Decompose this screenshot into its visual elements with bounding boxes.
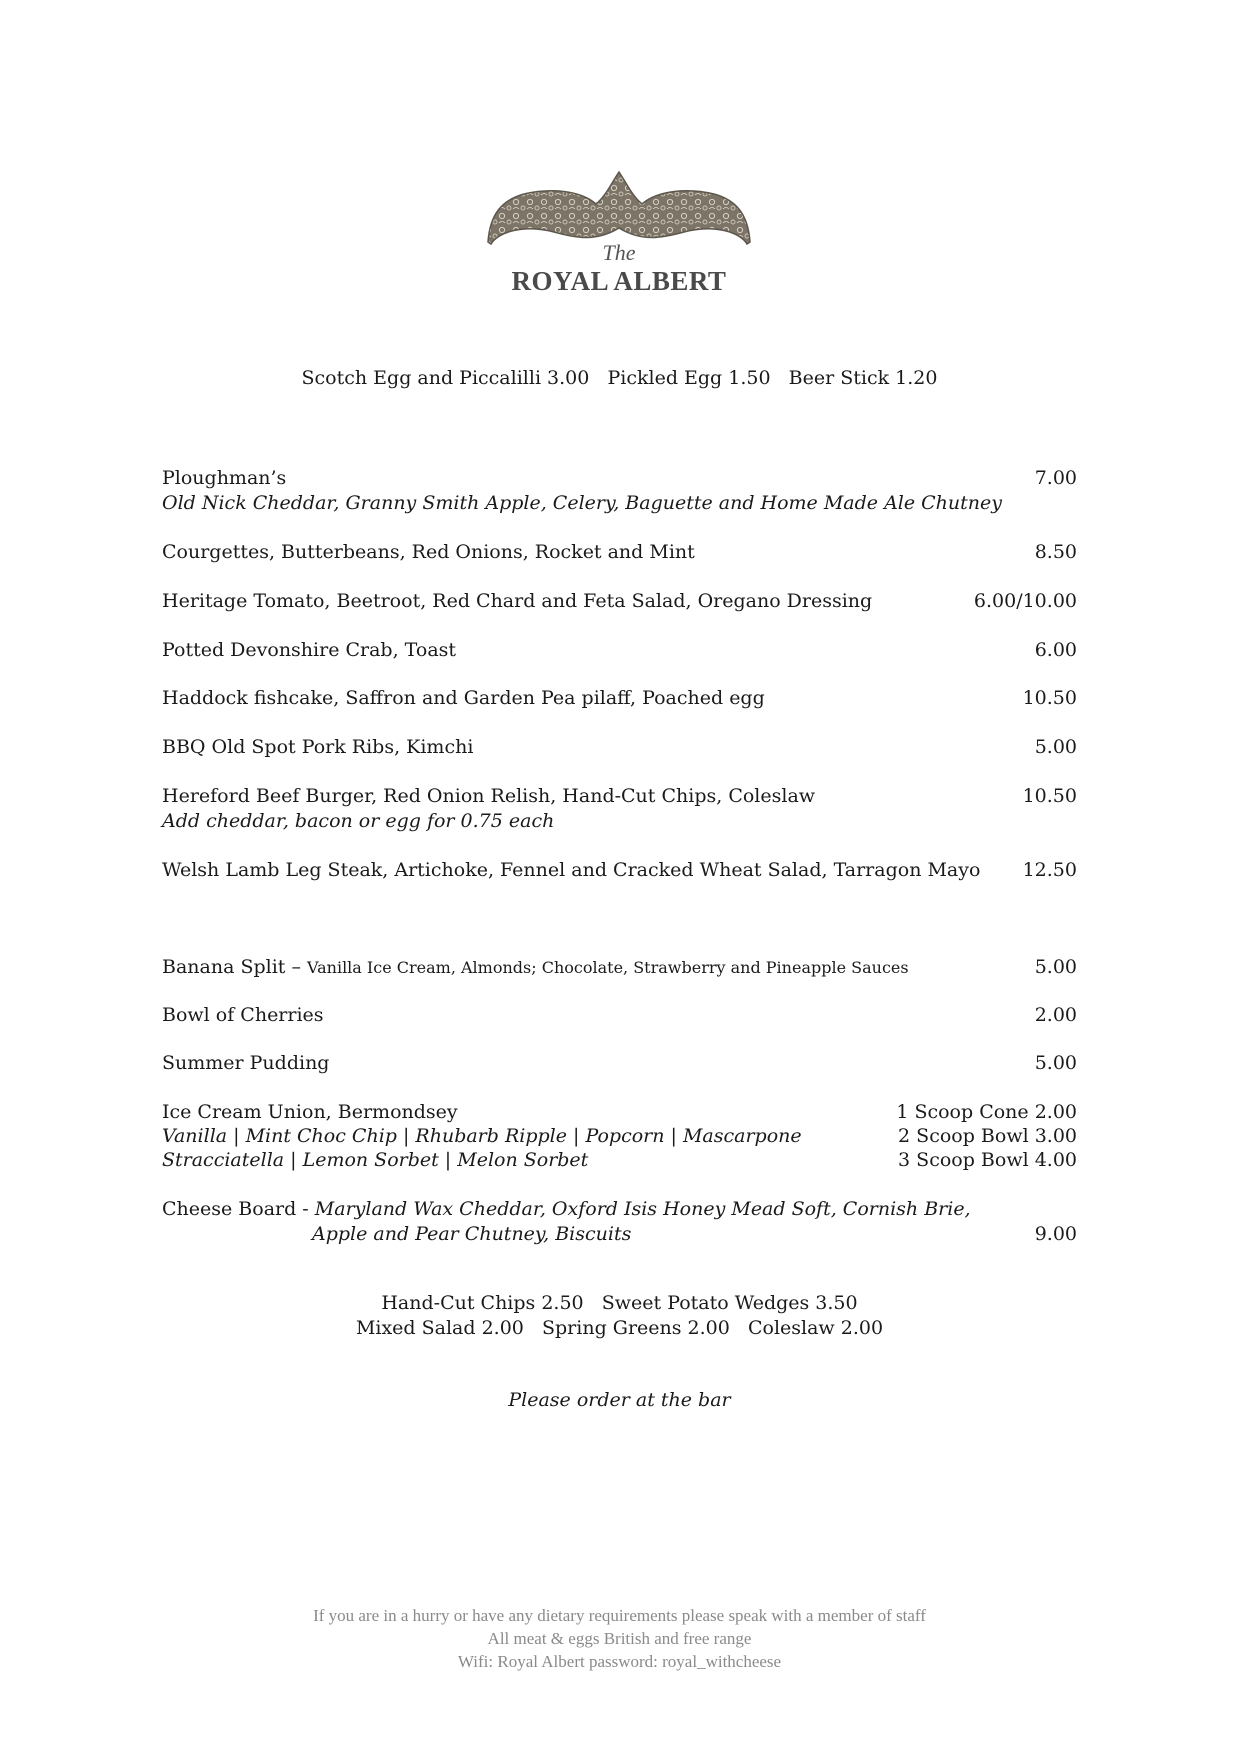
item-name: Welsh Lamb Leg Steak, Artichoke, Fennel and Cracked Wheat Salad, Tarragon Mayo	[162, 859, 981, 881]
item-price: 2.00	[1034, 1004, 1077, 1026]
footer-wifi: Wifi: Royal Albert password: royal_withcheese	[457, 1652, 782, 1671]
logo-name-text: ROYAL ALBERT	[511, 266, 727, 296]
item-name: Heritage Tomato, Beetroot, Red Chard and Feta Salad, Oregano Dressing	[162, 590, 873, 612]
item-detail: Maryland Wax Cheddar, Oxford Isis Honey Mead Soft, Cornish Brie,	[314, 1198, 971, 1220]
item-name: BBQ Old Spot Pork Ribs, Kimchi	[162, 736, 474, 758]
footer-sourcing: All meat & eggs British and free range	[487, 1629, 752, 1648]
menu-item-ice-cream	[162, 1100, 1077, 1172]
item-price: 6.00	[1034, 639, 1077, 661]
item-name: Summer Pudding	[162, 1052, 330, 1074]
item-price: 12.50	[1022, 859, 1077, 881]
ice-cream-flavours: Vanilla | Mint Choc Chip | Rhubarb Ripple | Popcorn | Mascarpone	[162, 1125, 802, 1147]
ice-cream-option: 3 Scoop Bowl 4.00	[898, 1149, 1077, 1171]
item-title: Banana Split –	[162, 956, 308, 978]
item-price: 6.00/10.00	[973, 590, 1077, 612]
item-price: 10.50	[1022, 785, 1077, 807]
item-price: 10.50	[1022, 687, 1077, 709]
footer-dietary: If you are in a hurry or have any dietary requirements please speak with a member of staff	[313, 1606, 926, 1625]
item-description: Apple and Pear Chutney, Biscuits	[312, 1223, 632, 1245]
item-name: Potted Devonshire Crab, Toast	[162, 639, 457, 661]
item-detail: Vanilla Ice Cream, Almonds; Chocolate, Strawberry and Pineapple Sauces	[307, 958, 909, 977]
ice-cream-flavours: Stracciatella | Lemon Sorbet | Melon Sorbet	[162, 1149, 589, 1171]
item-description: Add cheddar, bacon or egg for 0.75 each	[162, 810, 555, 832]
item-name: Hereford Beef Burger, Red Onion Relish, Hand-Cut Chips, Coleslaw	[162, 785, 816, 807]
item-price: 7.00	[1034, 467, 1077, 489]
item-name	[162, 1197, 971, 1221]
ice-cream-option: 2 Scoop Bowl 3.00	[898, 1125, 1077, 1147]
logo-the-text: The	[602, 240, 636, 265]
order-note: Please order at the bar	[508, 1389, 731, 1411]
item-price: 9.00	[1034, 1223, 1077, 1245]
item-price: 5.00	[1034, 956, 1077, 978]
item-title: Cheese Board -	[162, 1198, 315, 1220]
bar-snacks: Scotch Egg and Piccalilli 3.00 Pickled Egg 1.50 Beer Stick 1.20	[301, 367, 938, 389]
item-price: 5.00	[1034, 736, 1077, 758]
ice-cream-option: 1 Scoop Cone 2.00	[896, 1101, 1077, 1123]
royal-albert-logo	[484, 170, 754, 300]
item-price: 5.00	[1034, 1052, 1077, 1074]
item-price: 8.50	[1034, 541, 1077, 563]
sides-line: Hand-Cut Chips 2.50 Sweet Potato Wedges 3.50	[381, 1292, 858, 1314]
item-name: Ploughman’s	[162, 467, 287, 489]
item-name: Bowl of Cherries	[162, 1004, 324, 1026]
item-name: Ice Cream Union, Bermondsey	[162, 1101, 458, 1123]
item-name	[162, 955, 909, 980]
item-name: Haddock fishcake, Saffron and Garden Pea pilaff, Poached egg	[162, 687, 765, 709]
sides-line: Mixed Salad 2.00 Spring Greens 2.00 Coleslaw 2.00	[355, 1317, 884, 1339]
item-name: Courgettes, Butterbeans, Red Onions, Rocket and Mint	[162, 541, 695, 563]
menu-item-cheese-board	[162, 1197, 1077, 1247]
item-description: Old Nick Cheddar, Granny Smith Apple, Celery, Baguette and Home Made Ale Chutney	[162, 492, 1003, 514]
